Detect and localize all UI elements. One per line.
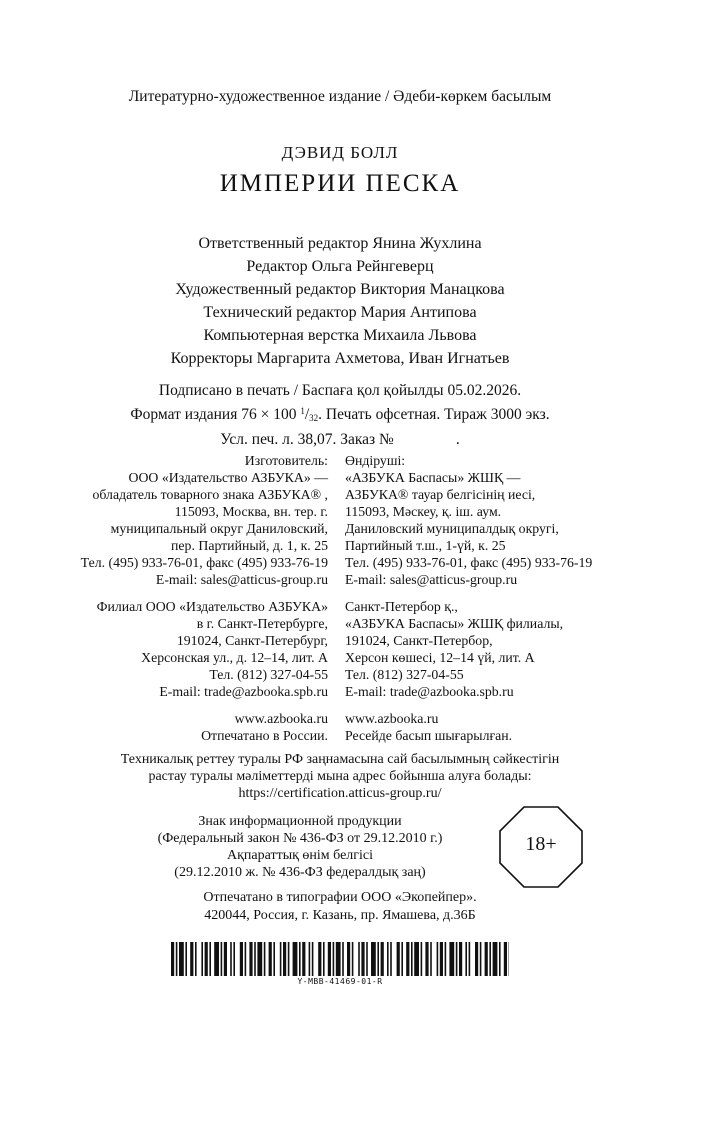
certification-url: https://certification.atticus-group.ru/ <box>238 786 442 801</box>
barcode-bar <box>361 942 364 976</box>
barcode-bar <box>328 942 331 976</box>
credit-line: Корректоры Маргарита Ахметова, Иван Игнатьев <box>170 350 510 367</box>
barcode-bar <box>245 942 247 976</box>
barcode-bar <box>299 942 301 976</box>
barcode-bar <box>257 942 262 976</box>
barcode-bar <box>283 942 286 976</box>
barcode-bar <box>280 942 282 976</box>
age-rating-badge <box>497 804 585 890</box>
barcode-bar <box>381 942 384 976</box>
printing-house: Отпечатано в типографии ООО «Экопейпер». 420044, Россия, г. Казань, пр. Ямашева, д.36Б <box>203 890 477 923</box>
barcode-bar <box>254 942 256 976</box>
credit-line: Редактор Ольга Рейнгеверц <box>246 258 434 275</box>
barcode-bar <box>195 942 197 976</box>
barcode-bar <box>358 942 360 976</box>
credit-line: Ответственный редактор Янина Жухлина <box>198 235 482 252</box>
manufacturer-block-ru: Изготовитель: ООО «Издательство АЗБУКА» — обладатель товарного знака АЗБУКА® , 115093, Москва, вн. тер. г. муниципальный округ Даниловский, пер. Партийный, д. 1, к. 25 Тел. (495) 933-76-01, факс (495) 933-76-19 E-mail: sales@atticus-group.ru <box>80 453 328 587</box>
barcode-bar <box>224 942 227 976</box>
barcode-bar <box>221 942 223 976</box>
barcode-bar <box>489 942 491 976</box>
barcode-bar <box>352 942 354 976</box>
signed-date: Подписано в печать / Баспаға қол қойылды 05.02.2026. <box>158 382 522 399</box>
editorial-credits <box>0 232 680 370</box>
credit-line: Художественный редактор Виктория Манацкова <box>175 281 505 298</box>
manufacturer-block-kz: Өндіруші: «АЗБУКА Баспасы» ЖШҚ — АЗБУКА® тауар белгісінің иесі, 115093, Мәскеу, қ. іш. аум. Даниловский муниципалдық округі, Партийный т.ш., 1-үй, к. 25 Тел. (495) 933-76-01, факс (495) 933-76-19 E-mail: sales@atticus-group.ru <box>345 453 593 587</box>
barcode-bar <box>480 942 482 976</box>
barcode-bar <box>445 942 447 976</box>
barcode-bar <box>273 942 275 976</box>
barcode-bar <box>465 942 467 976</box>
barcode-bar <box>269 942 272 976</box>
format-line: Формат издания 76 × 100 $^1/_{32}$. Печать офсетная. Тираж 3000 экз. <box>130 406 550 423</box>
certification-notice: Техникалық реттеу туралы РФ заңнамасына сай басылымның сәйкестігін растау туралы мәліметтерді мына адрес бойынша алуға болады: https://certification.atticus-group.ru/ <box>0 751 680 802</box>
age-rating-label: 18+ <box>525 833 557 855</box>
barcode-bar <box>347 942 350 976</box>
web-block-kz: www.azbooka.ru Ресейде басып шығарылған. <box>345 711 513 743</box>
barcode-bar <box>190 942 193 976</box>
barcode-bar <box>176 942 178 976</box>
edition-type: Литературно-художественное издание / Әдеби-көркем басылым <box>128 88 552 105</box>
information-product-sign: Знак информационной продукции (Федеральный закон № 436-ФЗ от 29.12.2010 г.) Ақпараттық өнім белгісі (29.12.2010 ж. № 436-ФЗ федералдық заң) <box>157 814 443 880</box>
barcode <box>171 942 509 976</box>
book-title: ИМПЕРИИ ПЕСКА <box>219 170 461 197</box>
barcode-bar <box>371 942 376 976</box>
barcode-bar <box>459 942 462 976</box>
barcode-bar <box>185 942 187 976</box>
barcode-bar <box>411 942 413 976</box>
credit-line: Компьютерная верстка Михаила Львова <box>203 327 477 344</box>
web-block-ru: www.azbooka.ru Отпечатано в России. <box>201 711 328 743</box>
barcode-bar <box>485 942 488 976</box>
barcode-bar <box>318 942 321 976</box>
barcode-bar <box>249 942 252 976</box>
barcode-bar <box>493 942 498 976</box>
sheets-order-line: Усл. печ. л. 38,07. Заказ № . <box>220 431 460 448</box>
barcode-bar <box>475 942 478 976</box>
barcode-bar <box>209 942 211 976</box>
barcode-bar <box>205 942 208 976</box>
barcode-bar <box>233 942 235 976</box>
barcode-bar <box>336 942 341 976</box>
barcode-bar <box>342 942 344 976</box>
author-name: ДЭВИД БОЛЛ <box>281 143 399 162</box>
barcode-bar <box>179 942 184 976</box>
barcode-bar <box>504 942 507 976</box>
barcode-bar <box>469 942 471 976</box>
right-column-kazakh <box>345 452 645 754</box>
barcode-bar <box>440 942 443 976</box>
branch-block-ru: Филиал ООО «Издательство АЗБУКА» в г. Санкт-Петербурге, 191024, Санкт-Петербург, Херсонская ул., д. 12–14, лит. А Тел. (812) 327-04-55 E-mail: trade@azbooka.spb.ru <box>96 599 328 699</box>
barcode-bar <box>323 942 325 976</box>
barcode-bar <box>437 942 439 976</box>
barcode-bar <box>293 942 298 976</box>
barcode-bar <box>414 942 419 976</box>
publishing-info <box>0 380 680 450</box>
barcode-bar <box>201 942 203 976</box>
left-column-russian <box>30 452 328 754</box>
credit-line: Технический редактор Мария Антипова <box>203 304 477 321</box>
barcode-bar <box>366 942 368 976</box>
barcode-bar <box>312 942 314 976</box>
barcode-bar <box>449 942 454 976</box>
barcode-bar <box>377 942 379 976</box>
barcode-bar <box>397 942 400 976</box>
barcode-bar <box>171 942 174 976</box>
barcode-bar <box>387 942 389 976</box>
barcode-bar <box>264 942 266 976</box>
barcode-bar <box>240 942 243 976</box>
barcode-bar <box>302 942 305 976</box>
barcode-bar <box>425 942 428 976</box>
barcode-bar <box>406 942 409 976</box>
barcode-bar <box>456 942 458 976</box>
barcode-bar <box>421 942 423 976</box>
barcode-bar <box>309 942 311 976</box>
barcode-bar <box>214 942 219 976</box>
branch-block-kz: Санкт-Петербор қ., «АЗБУКА Баспасы» ЖШҚ филиалы, 191024, Санкт-Петербор, Херсон көшесі, 12–14 үй, лит. А Тел. (812) 327-04-55 E-mail: trade@azbooka.spb.ru <box>345 599 564 699</box>
barcode-bar <box>499 942 501 976</box>
barcode-bar <box>401 942 403 976</box>
barcode-bar <box>288 942 290 976</box>
barcode-bar <box>230 942 232 976</box>
barcode-code: Y-MBB-41469-01-R <box>297 977 383 986</box>
barcode-bar <box>430 942 432 976</box>
barcode-bar <box>333 942 335 976</box>
barcode-bar <box>390 942 392 976</box>
